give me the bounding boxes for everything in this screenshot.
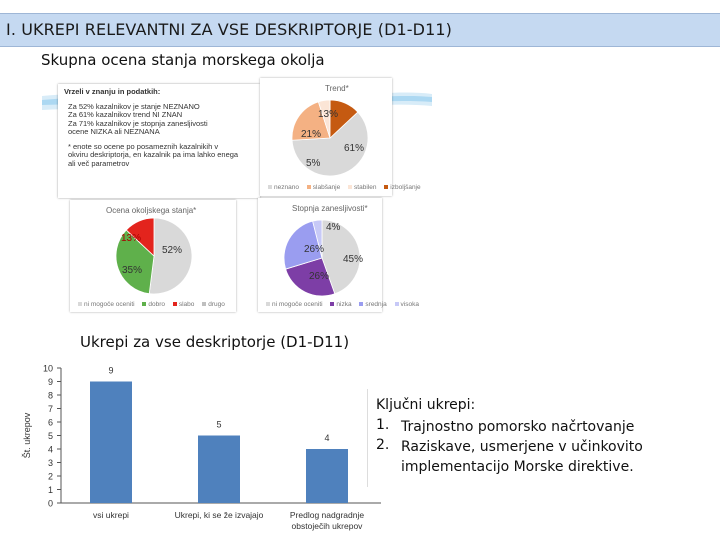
x-category-label: obstoječih ukrepov bbox=[291, 521, 363, 531]
status-legend: ni mogoče oceniti dobro slabo drugo bbox=[72, 301, 225, 308]
reliability-pie-title: Stopnja zanesljivosti* bbox=[292, 204, 368, 213]
reliability-label-high: 4% bbox=[326, 222, 341, 233]
bar-2 bbox=[306, 449, 348, 503]
knowledge-line: Za 52% kazalnikov je stanje NEZNANO bbox=[68, 101, 200, 111]
y-tick-label: 4 bbox=[47, 444, 53, 455]
bar-chart-title: Ukrepi za vse deskriptorje (D1-D11) bbox=[80, 333, 350, 351]
y-tick-label: 1 bbox=[47, 485, 53, 495]
knowledge-line: Za 61% kazalnikov trend NI ZNAN bbox=[68, 110, 183, 119]
y-tick-label: 7 bbox=[47, 404, 53, 414]
reliability-pie-chart bbox=[258, 198, 382, 312]
title-bar bbox=[0, 13, 720, 47]
status-pie-panel bbox=[70, 200, 236, 312]
bar-0 bbox=[90, 382, 132, 504]
y-tick-label: 5 bbox=[47, 431, 53, 441]
bar-value-label: 4 bbox=[324, 433, 330, 443]
knowledge-gaps-box bbox=[58, 84, 260, 198]
key-measure-number: 2. bbox=[376, 437, 390, 453]
trend-pie-title: Trend* bbox=[325, 84, 349, 93]
trend-label-worsening: 21% bbox=[301, 129, 322, 140]
subtitle: Skupna ocena stanja morskega okolja bbox=[41, 51, 325, 69]
knowledge-note: okviru deskriptorja, en kazalnik pa ima lahko enega bbox=[68, 150, 239, 159]
trend-legend: neznano slabšanje stabilen izboljšanje bbox=[262, 184, 421, 191]
reliability-label-medium: 26% bbox=[304, 244, 325, 255]
y-tick-label: 3 bbox=[47, 458, 53, 468]
x-category-label: Ukrepi, ki se že izvajajo bbox=[174, 510, 264, 520]
knowledge-note: ali več parametrov bbox=[68, 158, 130, 168]
y-tick-label: 8 bbox=[47, 390, 53, 401]
trend-label-improving: 13% bbox=[318, 109, 339, 120]
bar-value-label: 5 bbox=[216, 419, 222, 430]
trend-pie-chart bbox=[260, 78, 392, 196]
reliability-legend: ni mogoče oceniti nizka srednja visoka bbox=[260, 301, 419, 308]
knowledge-line: ocene NIZKA ali NEZNANA bbox=[68, 127, 160, 136]
key-measure-text: Raziskave, usmerjene v učinkovito implementacijo Morske direktive. bbox=[401, 439, 643, 475]
status-pie-chart bbox=[70, 200, 236, 312]
y-tick-label: 0 bbox=[47, 498, 53, 509]
key-measure-number: 1. bbox=[376, 417, 390, 433]
slide-title: I. UKREPI RELEVANTNI ZA VSE DESKRIPTORJE (D1-D11) bbox=[6, 20, 452, 39]
y-tick-label: 6 bbox=[47, 417, 53, 428]
reliability-label-low: 26% bbox=[309, 271, 330, 282]
bar-value-label: 9 bbox=[108, 365, 114, 376]
trend-label-stable: 5% bbox=[306, 158, 321, 169]
y-axis-label: Št. ukrepov bbox=[22, 412, 32, 459]
trend-label-unknown: 61% bbox=[344, 143, 365, 154]
knowledge-heading: Vrzeli v znanju in podatkih: bbox=[64, 87, 161, 96]
reliability-label-unknown: 45% bbox=[343, 254, 364, 265]
y-tick-label: 2 bbox=[47, 471, 53, 482]
reliability-pie-panel bbox=[258, 198, 419, 312]
x-category-label: Predlog nadgradnje bbox=[289, 510, 365, 520]
knowledge-line: Za 71% kazalnikov je stopnja zanesljivosti bbox=[68, 118, 208, 128]
knowledge-note: * enote so ocene po posameznih kazalnikih v bbox=[68, 141, 219, 151]
bar-chart bbox=[18, 350, 398, 540]
key-measures-title: Ključni ukrepi: bbox=[376, 397, 476, 413]
x-category-label: vsi ukrepi bbox=[93, 510, 129, 520]
status-label-good: 35% bbox=[122, 265, 143, 276]
status-label-bad: 13% bbox=[121, 233, 142, 244]
bar-1 bbox=[198, 436, 240, 504]
y-tick-label: 9 bbox=[47, 377, 53, 387]
status-pie-title: Ocena okoljskega stanja* bbox=[106, 206, 197, 215]
y-tick-label: 10 bbox=[42, 363, 53, 374]
key-measures-box bbox=[367, 389, 710, 487]
pie-slice-1-0 bbox=[149, 218, 192, 294]
status-label-unknown: 52% bbox=[162, 245, 183, 256]
trend-pie-panel bbox=[260, 78, 421, 196]
key-measure-text: Trajnostno pomorsko načrtovanje bbox=[401, 419, 635, 435]
